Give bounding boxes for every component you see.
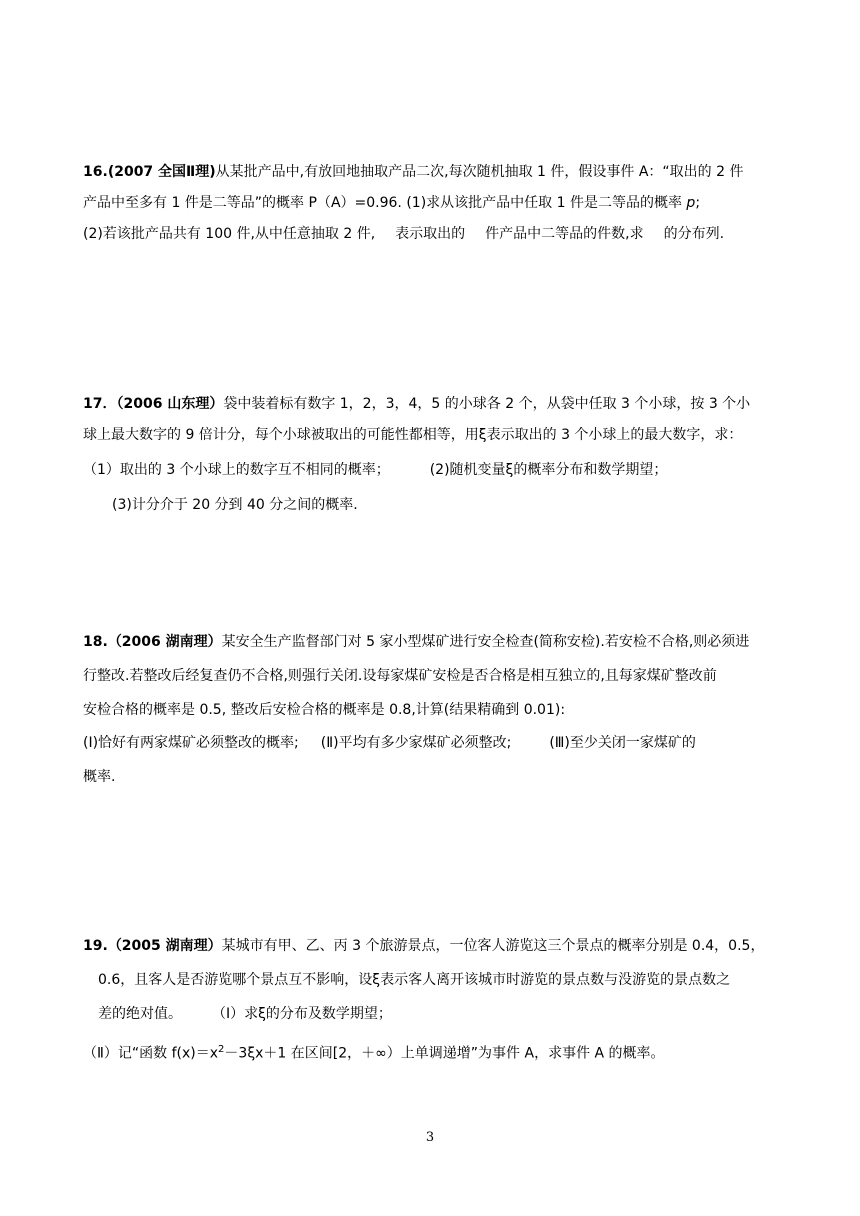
problem-17-line-3: [83, 460, 667, 480]
problem-16-text: 从某批产品中,有放回地抽取产品二次,每次随机抽取 1 件，假设事件 A：“取出的 2 件: [215, 164, 744, 180]
problem-19-text: （Ⅱ）记“函数 f(x)＝x: [83, 1045, 219, 1062]
problem-18-line-1: [83, 632, 749, 652]
problem-16-variable-p: p: [686, 195, 696, 211]
problem-18-text: (Ⅱ)平均有多少家煤矿必须整改;: [320, 735, 512, 751]
problem-16-source: (2007 全国Ⅱ理): [107, 164, 216, 180]
problem-17-line-4: [112, 495, 358, 515]
problem-17-text: (2)随机变量ξ的概率分布和数学期望；: [429, 462, 668, 478]
problem-18-text: 行整改.若整改后经复查仍不合格,则强行关闭.设每家煤矿安检是否合格是相互独立的,且每家煤矿整改前: [83, 668, 717, 684]
problem-18-line-3: [83, 700, 565, 720]
problem-18-number: 18.: [83, 634, 108, 650]
problem-18-line-2: [83, 666, 717, 686]
problem-18-source: （2006 湖南理）: [107, 634, 222, 650]
problem-19-line-1: [83, 936, 764, 956]
problem-18-text: 概率.: [83, 769, 116, 785]
problem-16-text: 的分布列.: [663, 226, 725, 242]
problem-17-text: (3)计分介于 20 分到 40 分之间的概率.: [112, 497, 358, 513]
page-number: 3: [425, 1130, 435, 1145]
problem-18-text: 某安全生产监督部门对 5 家小型煤矿进行安全检查(简称安检).若安检不合格,则必须进: [221, 634, 750, 650]
problem-16-text: ;: [695, 195, 701, 211]
problem-19-source: （2005 湖南理）: [107, 938, 222, 954]
problem-18-text: 安检合格的概率是 0.5, 整改后安检合格的概率是 0.8,计算(结果精确到 0.01):: [83, 702, 566, 718]
problem-16-line-1: [83, 162, 743, 182]
problem-18-text: (Ⅲ)至少关闭一家煤矿的: [549, 735, 696, 751]
problem-16-text: 件产品中二等品的件数,求: [485, 226, 644, 242]
problem-16-number: 16.: [83, 164, 108, 180]
problem-18-line-4: [83, 733, 696, 753]
problem-17-number: 17．: [83, 396, 117, 412]
problem-19-number: 19.: [83, 938, 108, 954]
problem-16-line-2: [83, 193, 700, 213]
problem-17-text: 袋中装着标有数字 1，2，3，4，5 的小球各 2 个，从袋中任取 3 个小球，按 3 个小: [223, 396, 751, 412]
problem-18-text: (Ⅰ)恰好有两家煤矿必须整改的概率;: [83, 735, 299, 751]
problem-19-line-2: [98, 970, 730, 990]
problem-19-text: 某城市有甲、乙、丙 3 个旅游景点，一位客人游览这三个景点的概率分别是 0.4，0.5，: [221, 938, 765, 954]
problem-19-exponent: 2: [218, 1044, 225, 1055]
problem-16-text: 产品中至多有 1 件是二等品”的概率 P（A）=0.96. (1)求从该批产品中任取 1 件是二等品的概率: [83, 195, 687, 211]
problem-18-line-5: [83, 767, 115, 787]
problem-19-text: 0.6，且客人是否游览哪个景点互不影响，设ξ表示客人离开该城市时游览的景点数与没游览的景点数之: [98, 972, 731, 988]
problem-17-line-2: [83, 425, 742, 445]
problem-19-line-4: [83, 1040, 665, 1064]
problem-17-source: （2006 山东理）: [116, 396, 224, 412]
problem-17-text: （1）取出的 3 个小球上的数字互不相同的概率；: [83, 462, 390, 478]
problem-19-text: 差的绝对值。: [98, 1006, 182, 1022]
problem-17-text: 球上最大数字的 9 倍计分，每个小球被取出的可能性都相等，用ξ表示取出的 3 个小球上的最大数字，求：: [83, 427, 743, 443]
problem-16-text: (2)若该批产品共有 100 件,从中任意抽取 2 件,: [83, 226, 376, 242]
problem-19-text: －3ξx＋1 在区间[2，＋∞）上单调递增”为事件 A，求事件 A 的概率。: [224, 1045, 665, 1062]
problem-19-line-3: [98, 1004, 392, 1024]
problem-16-text: 表示取出的: [395, 226, 466, 242]
problem-17-line-1: [83, 394, 750, 414]
problem-16-line-3: [83, 224, 724, 244]
problem-19-text: （Ⅰ）求ξ的分布及数学期望；: [212, 1006, 392, 1022]
